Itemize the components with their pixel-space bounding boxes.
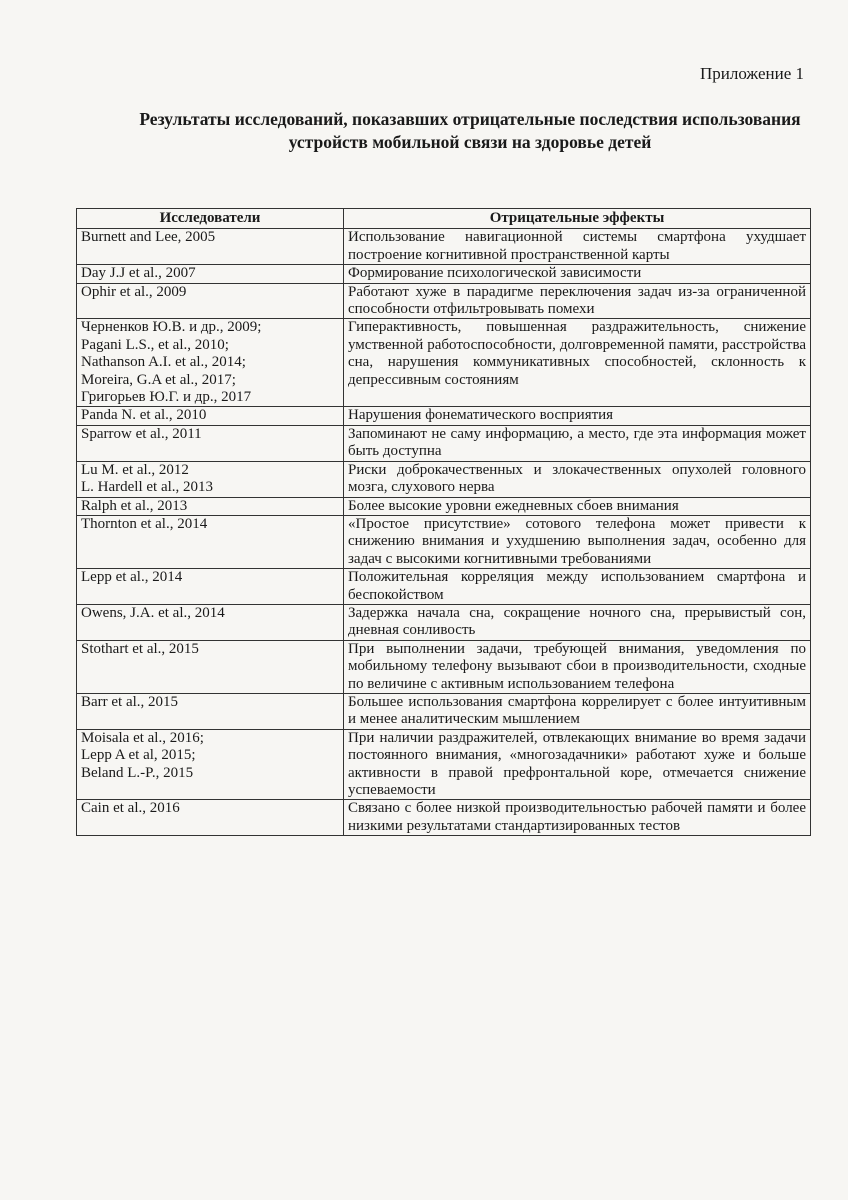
researcher-citation: Григорьев Ю.Г. и др., 2017 [81, 389, 252, 406]
effect-cell: Задержка начала сна, сокращение ночного сна, прерывистый сон, дневная сонливость [344, 604, 811, 640]
researcher-citation: Moreira, G.A et al., 2017; [81, 371, 236, 388]
table-row [77, 319, 811, 407]
table-row [77, 569, 811, 605]
researcher-citation: Owens, J.A. et al., 2014 [81, 604, 225, 621]
table-row [77, 283, 811, 319]
researcher-citation: Barr et al., 2015 [81, 693, 179, 710]
researcher-citation: Day J.J et al., 2007 [81, 265, 196, 282]
researchers-cell [77, 604, 344, 640]
appendix-label: Приложение 1 [700, 64, 804, 83]
researcher-citation: Thornton et al., 2014 [81, 515, 208, 532]
researchers-cell [77, 569, 344, 605]
researcher-citation: Ralph et al., 2013 [81, 497, 188, 514]
researcher-citation: Lepp et al., 2014 [81, 569, 183, 586]
researcher-citation: Sparrow et al., 2011 [81, 425, 202, 442]
researcher-citation: Stothart et al., 2015 [81, 640, 199, 657]
researchers-cell [77, 407, 344, 425]
researcher-citation: Nathanson A.I. et al., 2014; [81, 354, 246, 371]
researcher-citation: Beland L.-P., 2015 [81, 764, 194, 781]
table-row [77, 265, 811, 283]
researcher-citation: L. Hardell et al., 2013 [81, 479, 214, 496]
researcher-citation: Panda N. et al., 2010 [81, 407, 207, 424]
researcher-citation: Ophir et al., 2009 [81, 283, 187, 300]
effect-cell: Использование навигационной системы смартфона ухудшает построение когнитивной пространственной карты [344, 229, 811, 265]
researchers-cell [77, 319, 344, 407]
effect-cell: Большее использования смартфона коррелирует с более интуитивным и менее аналитическим мышлением [344, 693, 811, 729]
effect-cell: Нарушения фонематического восприятия [344, 407, 811, 425]
effect-cell: Запоминают не саму информацию, а место, где эта информация может быть доступна [344, 425, 811, 461]
table-row [77, 407, 811, 425]
table-row [77, 693, 811, 729]
researcher-citation: Cain et al., 2016 [81, 800, 180, 817]
effect-cell: Связано с более низкой производительностью рабочей памяти и более низкими результатами стандартизированных тестов [344, 800, 811, 836]
researchers-cell [77, 425, 344, 461]
table-row [77, 515, 811, 568]
researcher-citation: Moisala et al., 2016; [81, 729, 204, 746]
researchers-cell [77, 729, 344, 800]
researcher-citation: Lu M. et al., 2012 [81, 461, 189, 478]
researchers-cell [77, 497, 344, 515]
researchers-cell [77, 515, 344, 568]
researchers-cell [77, 229, 344, 265]
header-researchers: Исследователи [77, 209, 344, 229]
table-row [77, 800, 811, 836]
table-row [77, 461, 811, 497]
document-title: Результаты исследований, показавших отрицательные последствия использования устройств мобильной связи на здоровье детей [139, 109, 801, 152]
effect-cell: Работают хуже в парадигме переключения задач из-за ограниченной способности отфильтровывать помехи [344, 283, 811, 319]
effect-cell: Формирование психологической зависимости [344, 265, 811, 283]
effect-cell: Положительная корреляция между использованием смартфона и беспокойством [344, 569, 811, 605]
table-row [77, 604, 811, 640]
table-row [77, 497, 811, 515]
effect-cell: Гиперактивность, повышенная раздражительность, снижение умственной работоспособности, долговременной памяти, расстройства сна, нарушения коммуникативных способностей, склонность к депрессивным состояниям [344, 319, 811, 407]
table-row [77, 640, 811, 693]
table-row [77, 425, 811, 461]
table-row [77, 229, 811, 265]
research-table [76, 208, 811, 836]
researchers-cell [77, 640, 344, 693]
researchers-cell [77, 265, 344, 283]
effect-cell: При выполнении задачи, требующей внимания, уведомления по мобильному телефону вызывают сбои в производительности, сходные по величине с активным использованием телефона [344, 640, 811, 693]
researcher-citation: Lepp A et al, 2015; [81, 747, 196, 764]
researcher-citation: Pagani L.S., et al., 2010; [81, 336, 229, 353]
effect-cell: «Простое присутствие» сотового телефона может привести к снижению внимания и ухудшению выполнения задач, особенно для задач с высокими когнитивными требованиями [344, 515, 811, 568]
effect-cell: Риски доброкачественных и злокачественных опухолей головного мозга, слухового нерва [344, 461, 811, 497]
researchers-cell [77, 693, 344, 729]
table-header-row [77, 209, 811, 229]
researchers-cell [77, 800, 344, 836]
researcher-citation: Черненков Ю.В. и др., 2009; [81, 319, 262, 336]
effect-cell: Более высокие уровни ежедневных сбоев внимания [344, 497, 811, 515]
researchers-cell [77, 283, 344, 319]
researcher-citation: Burnett and Lee, 2005 [81, 229, 216, 246]
table-row [77, 729, 811, 800]
header-effects: Отрицательные эффекты [344, 209, 811, 229]
effect-cell: При наличии раздражителей, отвлекающих внимание во время задачи постоянного внимания, «многозадачники» работают хуже и больше активности в правой префронтальной коре, отмечается снижение успеваемости [344, 729, 811, 800]
researchers-cell [77, 461, 344, 497]
